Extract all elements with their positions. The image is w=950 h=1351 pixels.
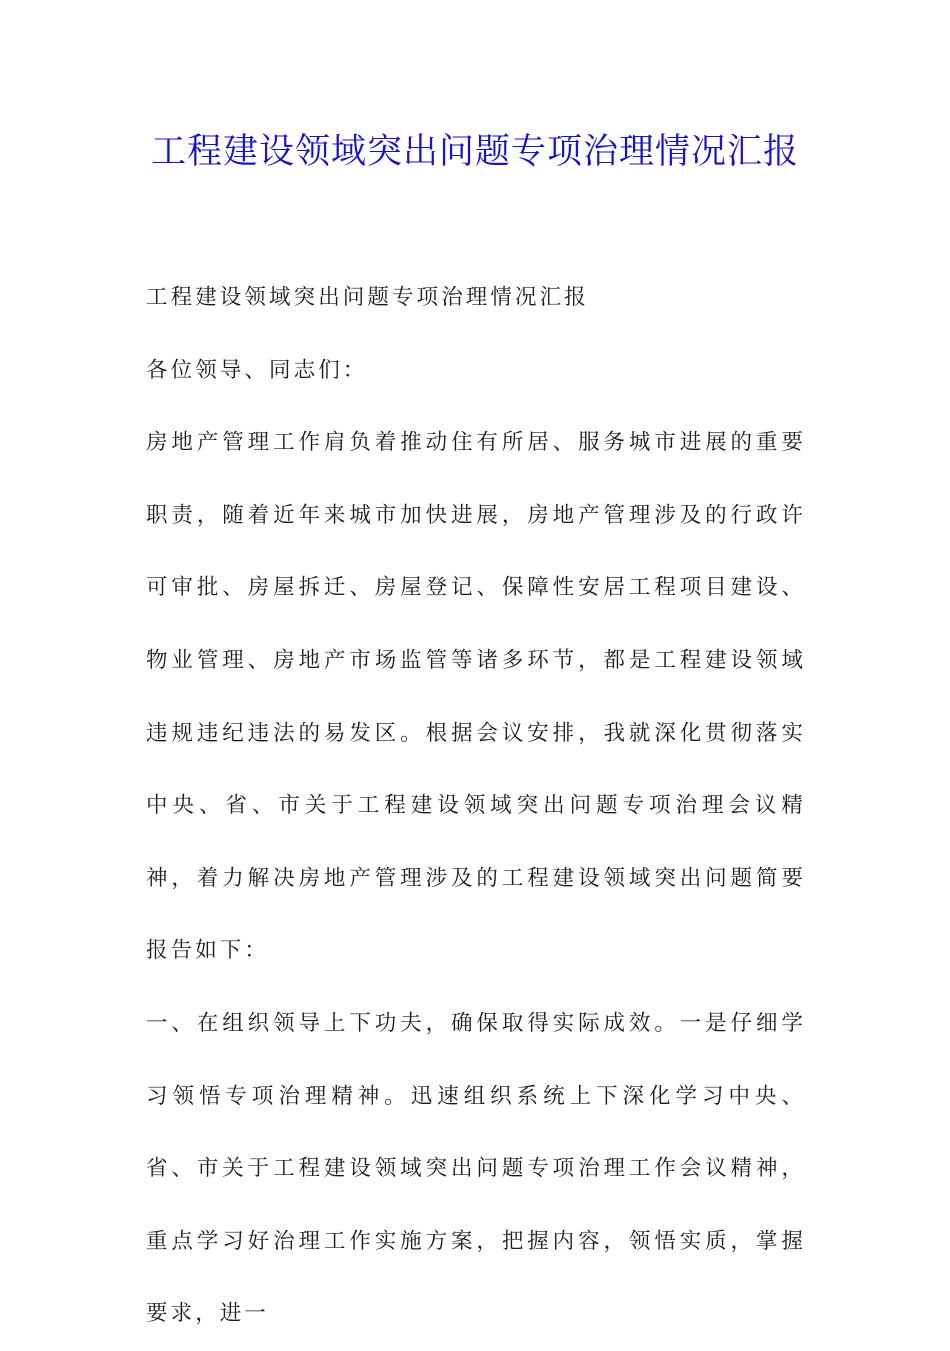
document-body	[146, 262, 806, 1351]
paragraph-introduction: 房地产管理工作肩负着推动住有所居、服务城市进展的重要职责，随着近年来城市加快进展，房地产管理涉及的行政许可审批、房屋拆迁、房屋登记、保障性安居工程项目建设、物业管理、房地产市场监管等诸多环节，都是工程建设领域违规违纪违法的易发区。根据会议安排，我就深化贯彻落实中央、省、市关于工程建设领域突出问题专项治理会议精神，着力解决房地产管理涉及的工程建设领域突出问题简要报告如下：	[146, 430, 806, 964]
document-title: 工程建设领域突出问题专项治理情况汇报	[150, 132, 799, 172]
paragraph-subtitle: 工程建设领域突出问题专项治理情况汇报	[146, 285, 589, 310]
paragraph-salutation: 各位领导、同志们：	[146, 357, 368, 383]
paragraph-section-one: 一、在组织领导上下功夫，确保取得实际成效。一是仔细学习领悟专项治理精神。迅速组织系统上下深化学习中央、省、市关于工程建设领域突出问题专项治理工作会议精神，重点学习好治理工作实施方案，把握内容，领悟实质，掌握要求，进一	[146, 1010, 806, 1327]
